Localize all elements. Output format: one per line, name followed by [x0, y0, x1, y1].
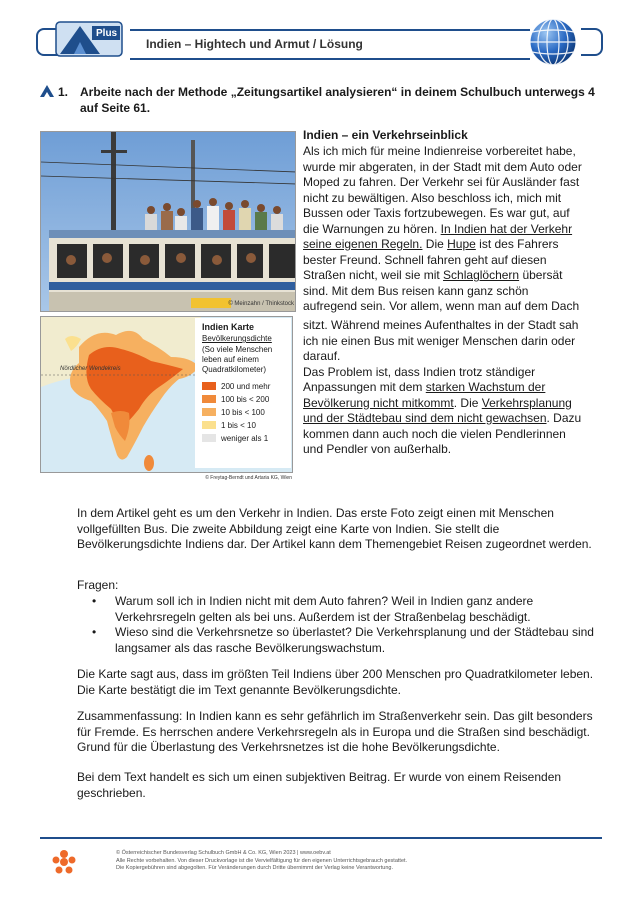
- map-credit: © Freytag-Berndt und Artaria KG, Wien: [205, 475, 292, 481]
- map-title: Indien Karte: [202, 322, 255, 332]
- article-line: Bevölkerung nicht mitkommt. Die Verkehrsplanung: [303, 395, 572, 410]
- difficulty-triangle-icon: [40, 85, 54, 97]
- logo-text: Plus: [96, 28, 118, 39]
- article-line: wurde mir abgeraten, in der Stadt mit dem Auto oder: [303, 159, 582, 174]
- article-line: ich nie einen Bus mit weniger Menschen darin oder: [303, 333, 576, 348]
- article-line: Das Problem ist, dass Indien trotz ständiger: [303, 364, 536, 379]
- photo-credit: © Meinzahn / Thinkstock: [228, 301, 294, 307]
- questions-label: Fragen:: [77, 578, 119, 592]
- article-line: nicht zu bewältigen. Also beschloss ich, mich mit: [303, 190, 562, 205]
- article-line: darauf.: [303, 349, 341, 363]
- answer-paragraph-type: Bei dem Text handelt es sich um einen subjektiven Beitrag. Er wurde von einem Reisenden geschrieben.: [77, 770, 562, 800]
- bullet-icon: •: [92, 594, 97, 608]
- legend-label: 10 bis < 100: [221, 408, 265, 417]
- legend-swatch: [202, 434, 216, 442]
- footer-rights: Alle Rechte vorbehalten. Von dieser Druckvorlage ist die Vervielfältigung für den eigenen Unterrichtsgebrauch gestattet.: [116, 857, 408, 864]
- legend-swatch: [202, 421, 216, 429]
- footer-copyright: © Österreichischer Bundesverlag Schulbuch GmbH & Co. KG, Wien 2023 | www.oebv.at: [116, 850, 331, 856]
- article-line: bester Freund. Schnell fahren geht auf diesen: [303, 252, 547, 267]
- bullet-icon: •: [92, 625, 97, 639]
- task-number: 1.: [58, 85, 69, 99]
- map-explanation: (So viele Menschen leben auf einem Quadratkilometer): [202, 345, 273, 374]
- legend-label: 100 bis < 200: [221, 395, 270, 404]
- footer-rule: [40, 837, 602, 839]
- header-rule-top: [130, 29, 530, 31]
- article-line: Als ich mich für meine Indienreise vorbereitet habe,: [303, 144, 576, 158]
- article-line: seine eigenen Regeln. Die Hupe ist des Fahrers: [303, 237, 559, 251]
- article-line: die Warnungen zu hören. In Indien hat der Verkehr: [303, 221, 573, 236]
- legend-label: 1 bis < 10: [221, 421, 256, 430]
- article-line: Straßen nicht, weil sie mit Schlaglöchern übersät: [303, 268, 563, 282]
- header-bracket-right: [581, 28, 603, 56]
- page-title: Indien – Hightech und Armut / Lösung: [146, 37, 363, 51]
- legend-item: [202, 382, 270, 392]
- legend-swatch: [202, 408, 216, 416]
- legend-label: weniger als 1: [221, 434, 269, 443]
- article-line: sind. Mit dem Bus reisen kann ganz schön: [303, 283, 529, 298]
- legend-item: [202, 395, 269, 405]
- article-line: Anpassungen mit dem starken Wachstum der: [303, 380, 546, 394]
- article-line: sitzt. Während meines Aufenthaltes in der Stadt sah: [303, 318, 579, 332]
- article-line: und der Städtebau sind dem nicht gewachsen. Dazu: [303, 411, 582, 425]
- map-tropic-label: Nördlicher Wendekreis: [60, 366, 121, 372]
- map-subtitle: Bevölkerungsdichte: [202, 334, 272, 343]
- legend-swatch: [202, 382, 216, 390]
- footer-fees: Die Kopiergebühren sind abgegolten. Für Veränderungen durch Dritte übernimmt der Verlag keine Verantwortung.: [116, 865, 394, 871]
- article-line: Moped zu fahren. Der Verkehr sei für Ausländer fast: [303, 175, 580, 189]
- article-line: kommen dann auch noch die vielen Pendlerinnen: [303, 426, 566, 441]
- question-answer-1: Warum soll ich in Indien nicht mit dem Auto fahren? Weil in Indien ganz andere Verkehrsregeln gelten als bei uns. Außerdem ist der Straßenbelag beschädigt.: [115, 594, 534, 624]
- globe-icon: [528, 17, 578, 67]
- header-rule-bottom: [130, 58, 530, 60]
- bus-photo: [40, 131, 296, 312]
- article-title: Indien – ein Verkehrseinblick: [303, 128, 468, 142]
- answer-paragraph-summary: Zusammenfassung: In Indien kann es sehr gefährlich im Straßenverkehr sein. Das gilt besonders für Fremde. Es herrschen andere Verkehrsregeln als in Europa und die Straßen sind beschädigt. Grund für die Überlastung des Verkehrsnetzes ist die hohe Bevölkerungsdichte.: [77, 709, 593, 754]
- article-line: aufregend sein. Vor allem, wenn man auf dem Dach: [303, 299, 580, 313]
- legend-swatch: [202, 395, 216, 403]
- legend-label: 200 und mehr: [221, 382, 271, 391]
- legend-item: [202, 434, 268, 444]
- question-answer-2: Wieso sind die Verkehrsnetze so überlastet? Die Verkehrsplanung und der Städtebau sind langsamer als das rasche Bevölkerungswachstum.: [115, 625, 594, 655]
- answer-paragraph-intro: In dem Artikel geht es um den Verkehr in Indien. Das erste Foto zeigt einen mit Menschen vollgefüllten Bus. Die zweite Abbildung zeigt eine Karte von Indien. Sie stellt die Bevölkerungsdichte Indiens dar. Der Artikel kann dem Themengebiet Reisen zugeordnet werden.: [77, 506, 592, 551]
- footer-legal: [116, 850, 586, 873]
- answer-paragraph-map: Die Karte sagt aus, dass im größten Teil Indiens über 200 Menschen pro Quadratkilometer leben. Die Karte bestätigt die im Text genannte Bevölkerungsdichte.: [77, 667, 594, 697]
- article-line: Bussen oder Taxis fortzubewegen. Es war gut, auf: [303, 206, 570, 220]
- legend-item: [202, 408, 265, 418]
- legend-item: [202, 421, 256, 431]
- article-line: und Pendler von außerhalb.: [303, 442, 452, 456]
- task-text: Arbeite nach der Methode „Zeitungsartikel analysieren“ in deinem Schulbuch unterwegs 4 auf Seite 61.: [80, 85, 595, 115]
- publisher-logo-icon: [50, 848, 78, 876]
- plus-logo: [54, 18, 126, 58]
